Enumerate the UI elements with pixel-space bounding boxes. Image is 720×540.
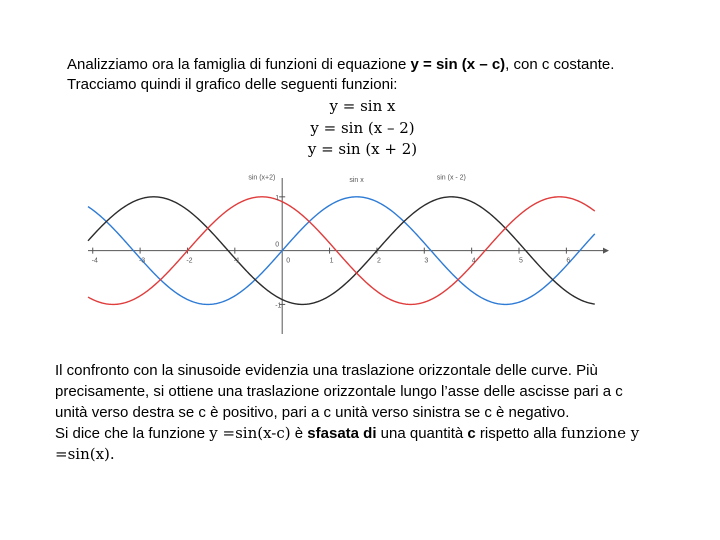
series-label: sin (x - 2): [436, 174, 466, 182]
explanation-equation: y =sin(x-c): [209, 424, 291, 442]
x-tick-label: -2: [186, 257, 193, 265]
intro-equation: y = sin (x – c): [410, 56, 506, 73]
x-tick-label: 1: [329, 257, 334, 265]
explanation-function-word: funzione y: [560, 424, 640, 442]
explanation-bold-c: c: [467, 425, 476, 442]
x-tick-label: 3: [424, 257, 429, 265]
explanation-text: [55, 360, 695, 465]
explanation-line-5: =sin(x).: [55, 445, 115, 463]
explanation-line-4: [55, 423, 695, 444]
x-tick-label: -3: [138, 257, 146, 265]
explanation-line-4-a: Si dice che la funzione: [55, 425, 210, 442]
formula-sin-x: y = sin x: [329, 97, 396, 115]
series-label: sin (x+2): [248, 174, 276, 182]
x-tick-label: -1: [233, 257, 240, 265]
x-tick-label: 4: [471, 257, 476, 265]
explanation-line-1: Il confronto con la sinusoide evidenzia una traslazione orizzontale delle curve. Più: [55, 362, 598, 379]
explanation-line-2: precisamente, si ottiene una traslazione orizzontale lungo l’asse delle ascisse pari a c: [55, 383, 623, 400]
intro-line-1: [67, 55, 614, 75]
y-tick-label: 1: [275, 194, 280, 202]
explanation-line-4-b: è: [290, 425, 308, 442]
y-tick-label: -1: [275, 302, 282, 310]
x-tick-label: 5: [519, 257, 523, 265]
explanation-line-3: unità verso destra se c è positivo, pari a c unità verso sinistra se c è negativo.: [55, 404, 570, 421]
x-tick-label: 2: [376, 257, 381, 265]
explanation-line-4-d: rispetto alla: [475, 425, 561, 442]
chart-labels: [92, 175, 571, 310]
formula-sin-x-minus-2: y = sin (x – 2): [310, 118, 415, 137]
intro-text: [67, 55, 614, 95]
formula-sin-x-plus-2: y = sin (x + 2): [307, 140, 418, 158]
intro-line-1-end: , con c costante.: [505, 56, 615, 73]
explanation-bold-term: sfasata di: [307, 425, 377, 442]
intro-line-2: Tracciamo quindi il grafico delle seguenti funzioni:: [67, 76, 398, 93]
sine-chart: [80, 168, 615, 340]
y-tick-label: 0: [275, 241, 280, 249]
intro-line-1-text: Analizziamo ora la famiglia di funzioni di equazione: [67, 56, 411, 73]
explanation-line-4-c: una quantità: [376, 425, 468, 442]
series-label: sin x: [349, 176, 364, 184]
x-tick-label: -4: [91, 257, 98, 265]
x-tick-label: 6: [566, 257, 571, 265]
formula-list: [0, 96, 720, 161]
x-tick-label: 0: [286, 257, 291, 265]
x-axis-arrow: [603, 248, 609, 254]
